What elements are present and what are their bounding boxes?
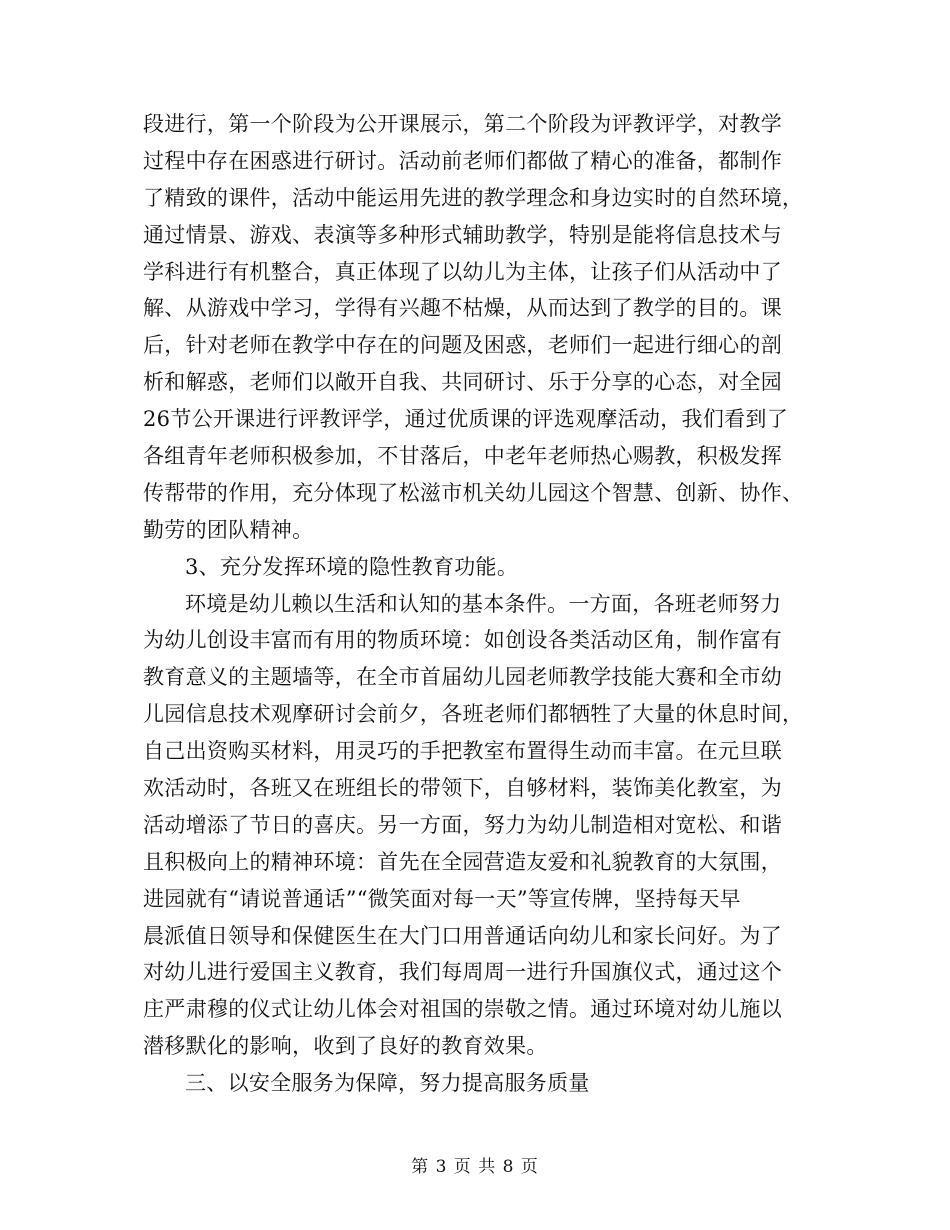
text-line: 为幼儿创设丰富而有用的物质环境：如创设各类活动区角，制作富有: [143, 628, 782, 653]
page-footer: 第 3 页 共 8 页: [411, 1157, 539, 1177]
text-line: 三、以安全服务为保障，努力提高服务质量: [185, 1071, 590, 1096]
text-line: 通过情景、游戏、表演等多种形式辅助教学，特别是能将信息技术与: [143, 222, 782, 247]
text-line: 26节公开课进行评教评学，通过优质课的评选观摩活动，我们看到了: [143, 407, 789, 432]
text-line: 了精致的课件，活动中能运用先进的教学理念和身边实时的自然环境，: [143, 185, 804, 210]
text-line: 教育意义的主题墙等，在全市首届幼儿园老师教学技能大赛和全市幼: [143, 665, 782, 690]
text-line: 环境是幼儿赖以生活和认知的基本条件。一方面，各班老师努力: [185, 591, 782, 616]
text-line: 析和解惑，老师们以敞开自我、共同研讨、乐于分享的心态，对全园: [143, 370, 782, 395]
text-line: 传帮带的作用，充分体现了松滋市机关幼儿园这个智慧、创新、协作、: [143, 480, 804, 505]
text-line: 且积极向上的精神环境：首先在全园营造友爱和礼貌教育的大氛围，: [143, 849, 782, 874]
text-line: 段进行，第一个阶段为公开课展示，第二个阶段为评教评学，对教学: [143, 112, 782, 136]
text-line: 学科进行有机整合，真正体现了以幼儿为主体，让孩子们从活动中了: [143, 259, 782, 284]
text-line: 儿园信息技术观摩研讨会前夕，各班老师们都牺牲了大量的休息时间，: [143, 702, 804, 727]
text-line: 自己出资购买材料，用灵巧的手把教室布置得生动而丰富。在元旦联: [143, 739, 782, 764]
text-line: 庄严肃穆的仪式让幼儿体会对祖国的崇敬之情。通过环境对幼儿施以: [143, 997, 782, 1022]
text-line: 潜移默化的影响，收到了良好的教育效果。: [143, 1034, 548, 1059]
text-line: 活动增添了节日的喜庆。另一方面，努力为幼儿制造相对宽松、和谐: [143, 812, 782, 837]
text-line: 进园就有“请说普通话”“微笑面对每一天”等宣传牌，坚持每天早: [143, 886, 741, 911]
document-body: [143, 106, 815, 1102]
text-line: 欢活动时，各班又在班组长的带领下，自够材料，装饰美化教室，为: [143, 776, 782, 801]
text-line: 过程中存在困惑进行研讨。活动前老师们都做了精心的准备，都制作: [143, 148, 782, 173]
text-line: 各组青年老师积极参加，不甘落后，中老年老师热心赐教，积极发挥: [143, 444, 782, 469]
text-line: 勤劳的团队精神。: [143, 517, 314, 542]
text-line: 3、充分发挥环境的隐性教育功能。: [185, 554, 519, 579]
text-line: 解、从游戏中学习，学得有兴趣不枯燥，从而达到了教学的目的。课: [143, 296, 782, 321]
text-line: 后，针对老师在教学中存在的问题及困惑，老师们一起进行细心的剖: [143, 333, 782, 358]
text-line: 晨派值日领导和保健医生在大门口用普通话向幼儿和家长问好。为了: [143, 923, 782, 948]
text-line: 对幼儿进行爱国主义教育，我们每周周一进行升国旗仪式，通过这个: [143, 960, 782, 985]
